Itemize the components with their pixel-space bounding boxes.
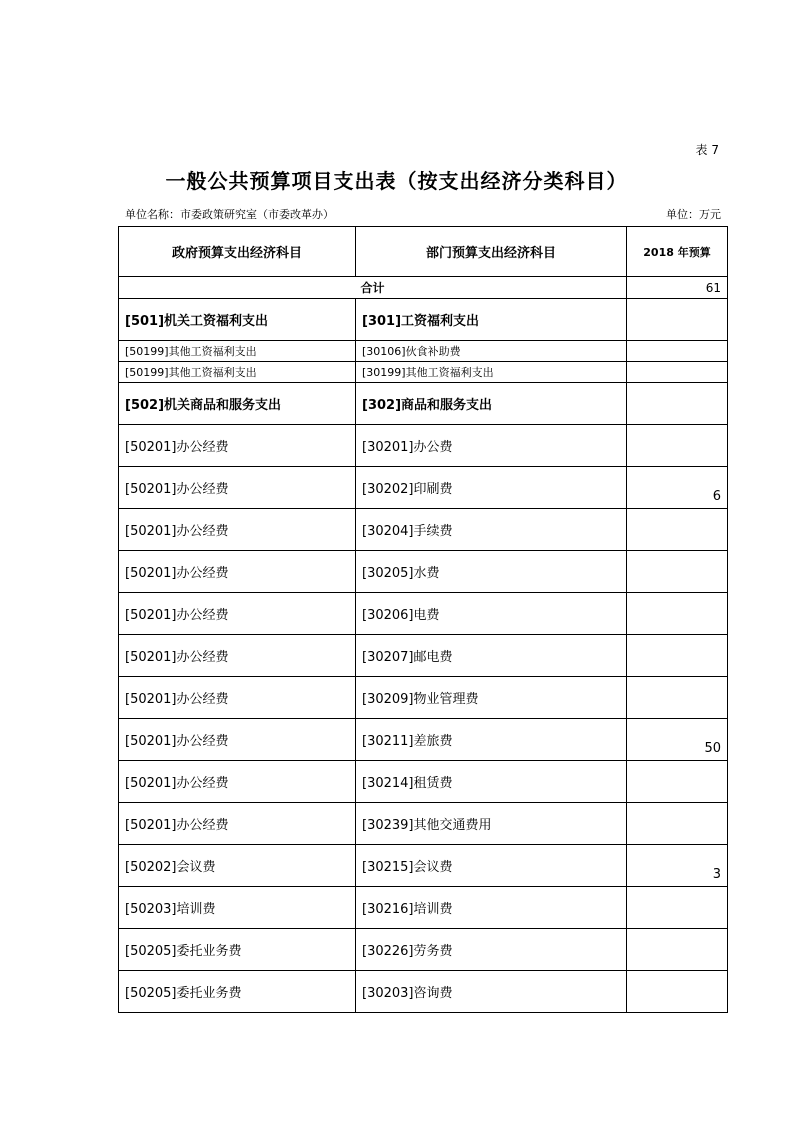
table-row	[119, 803, 728, 845]
budget-value-cell: 50	[627, 719, 728, 761]
dept-subject-cell: [30209]物业管理费	[356, 677, 627, 719]
gov-subject-cell: [50205]委托业务费	[119, 929, 356, 971]
table-row	[119, 971, 728, 1013]
budget-value-cell	[627, 677, 728, 719]
page-title: 一般公共预算项目支出表（按支出经济分类科目）	[165, 169, 628, 193]
dept-subject-cell: [30207]邮电费	[356, 635, 627, 677]
table-row	[119, 845, 728, 887]
gov-subject-cell: [50199]其他工资福利支出	[119, 341, 356, 362]
dept-subject-cell: [30216]培训费	[356, 887, 627, 929]
dept-subject-cell: [30202]印刷费	[356, 467, 627, 509]
dept-subject-cell: [301]工资福利支出	[356, 299, 627, 341]
dept-subject-cell: [30226]劳务费	[356, 929, 627, 971]
header-dept: 部门预算支出经济科目	[356, 227, 627, 277]
budget-value-cell	[627, 425, 728, 467]
dept-subject-cell: [30215]会议费	[356, 845, 627, 887]
dept-subject-cell: [30206]电费	[356, 593, 627, 635]
dept-subject-cell: [30204]手续费	[356, 509, 627, 551]
gov-subject-cell: [50201]办公经费	[119, 425, 356, 467]
header-gov: 政府预算支出经济科目	[119, 227, 356, 277]
table-number: 表 7	[695, 143, 719, 157]
gov-subject-cell: [50201]办公经费	[119, 551, 356, 593]
budget-table	[118, 226, 728, 1013]
gov-subject-cell: [50201]办公经费	[119, 467, 356, 509]
budget-value-cell	[627, 383, 728, 425]
dept-subject-cell: [30205]水费	[356, 551, 627, 593]
budget-value-cell	[627, 341, 728, 362]
table-row	[119, 299, 728, 341]
gov-subject-cell: [50201]办公经费	[119, 761, 356, 803]
table-row	[119, 929, 728, 971]
budget-value-cell	[627, 635, 728, 677]
budget-value-cell: 3	[627, 845, 728, 887]
gov-subject-cell: [50202]会议费	[119, 845, 356, 887]
table-row	[119, 341, 728, 362]
gov-subject-cell: [50201]办公经费	[119, 803, 356, 845]
table-row	[119, 887, 728, 929]
gov-subject-cell: [50205]委托业务费	[119, 971, 356, 1013]
table-row	[119, 551, 728, 593]
unit-label: 单位：万元	[666, 208, 721, 221]
budget-value-cell	[627, 971, 728, 1013]
table-row	[119, 761, 728, 803]
gov-subject-cell: [50201]办公经费	[119, 635, 356, 677]
dept-subject-cell: [30239]其他交通费用	[356, 803, 627, 845]
table-row	[119, 593, 728, 635]
table-row	[119, 467, 728, 509]
budget-value-cell	[627, 929, 728, 971]
dept-subject-cell: [30201]办公费	[356, 425, 627, 467]
table-row	[119, 425, 728, 467]
gov-subject-cell: [501]机关工资福利支出	[119, 299, 356, 341]
table-row	[119, 383, 728, 425]
gov-subject-cell: [502]机关商品和服务支出	[119, 383, 356, 425]
budget-value-cell	[627, 299, 728, 341]
table-row	[119, 509, 728, 551]
header-budget: 2018 年预算	[627, 227, 728, 277]
budget-value-cell: 6	[627, 467, 728, 509]
dept-subject-cell: [30211]差旅费	[356, 719, 627, 761]
unit-name: 单位名称：市委政策研究室（市委改革办）	[125, 208, 334, 221]
budget-value-cell	[627, 761, 728, 803]
total-value: 61	[627, 277, 728, 299]
table-header-row	[119, 227, 728, 277]
table-row	[119, 635, 728, 677]
total-label: 合计	[119, 277, 627, 299]
budget-value-cell	[627, 593, 728, 635]
gov-subject-cell: [50201]办公经费	[119, 719, 356, 761]
table-row	[119, 677, 728, 719]
budget-value-cell	[627, 551, 728, 593]
gov-subject-cell: [50199]其他工资福利支出	[119, 362, 356, 383]
dept-subject-cell: [30199]其他工资福利支出	[356, 362, 627, 383]
dept-subject-cell: [30203]咨询费	[356, 971, 627, 1013]
budget-value-cell	[627, 803, 728, 845]
dept-subject-cell: [30106]伙食补助费	[356, 341, 627, 362]
budget-value-cell	[627, 362, 728, 383]
gov-subject-cell: [50201]办公经费	[119, 593, 356, 635]
budget-value-cell	[627, 509, 728, 551]
dept-subject-cell: [302]商品和服务支出	[356, 383, 627, 425]
gov-subject-cell: [50203]培训费	[119, 887, 356, 929]
gov-subject-cell: [50201]办公经费	[119, 509, 356, 551]
total-row	[119, 277, 728, 299]
table-row	[119, 362, 728, 383]
budget-value-cell	[627, 887, 728, 929]
dept-subject-cell: [30214]租赁费	[356, 761, 627, 803]
gov-subject-cell: [50201]办公经费	[119, 677, 356, 719]
table-row	[119, 719, 728, 761]
